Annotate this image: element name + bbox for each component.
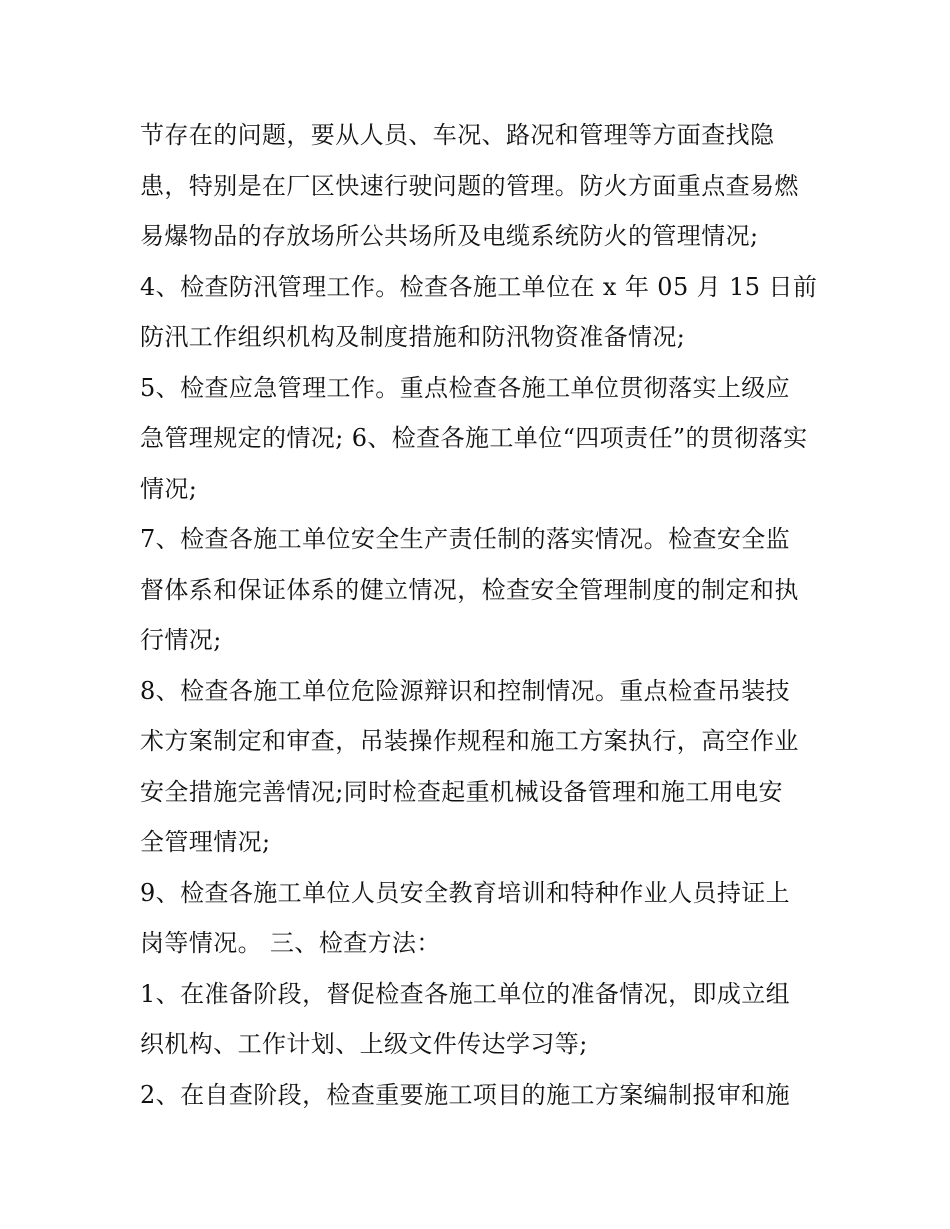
text-line: 全管理情况; [140, 828, 271, 856]
text-line: 2、在自查阶段，检查重要施工项目的施工方案编制报审和施 [140, 1080, 791, 1109]
text-line: 防汛工作组织机构及制度措施和防汛物资准备情况; [140, 323, 686, 351]
text-line: 5、检查应急管理工作。重点检查各施工单位贯彻落实上级应 [140, 373, 791, 402]
text-line: 急管理规定的情况; 6、检查各施工单位“四项责任”的贯彻落实 [140, 424, 808, 452]
text-line: 安全措施完善情况;同时检查起重机械设备管理和施工用电安 [140, 777, 783, 806]
text-line: 行情况; [140, 626, 222, 654]
text-line: 易爆物品的存放场所公共场所及电缆系统防火的管理情况; [140, 222, 759, 250]
text-line: 情况; [140, 474, 198, 503]
text-line: 督体系和保证体系的健立情况，检查安全管理制度的制定和执 [140, 575, 799, 604]
text-line: 患，特别是在厂区快速行驶问题的管理。防火方面重点查易燃 [140, 171, 799, 200]
document-body [140, 110, 820, 1120]
text-line: 岗等情况。 三、检查方法： [140, 929, 441, 957]
text-line: 节存在的问题，要从人员、车况、路况和管理等方面查找隐 [140, 121, 775, 149]
text-line: 织机构、工作计划、上级文件传达学习等; [140, 1030, 588, 1058]
text-line: 8、检查各施工单位危险源辩识和控制情况。重点检查吊装技 [140, 676, 791, 705]
text-line: 1、在准备阶段，督促检查各施工单位的准备情况，即成立组 [140, 979, 791, 1008]
text-line: 9、检查各施工单位人员安全教育培训和特种作业人员持证上 [140, 878, 791, 907]
text-line: 7、检查各施工单位安全生产责任制的落实情况。检查安全监 [140, 525, 791, 553]
text-line: 术方案制定和审查，吊装操作规程和施工方案执行，高空作业 [140, 727, 799, 755]
text-line: 4、检查防汛管理工作。检查各施工单位在 x 年 05 月 15 日前 [140, 272, 818, 301]
